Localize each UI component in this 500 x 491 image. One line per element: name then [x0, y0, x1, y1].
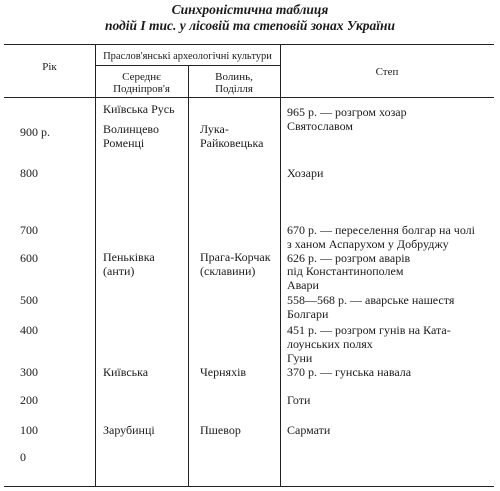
culture-praha-korchak-1: Прага-Корчак	[200, 250, 271, 264]
year-900: 900 р.	[20, 125, 50, 139]
culture-zarubyntsi: Зарубинці	[103, 423, 155, 437]
rule-header-bottom	[4, 97, 494, 98]
header-volhynia	[188, 71, 280, 95]
header-volhynia-line-1: Волинь,	[215, 71, 253, 83]
culture-kyivan-rus: Київська Русь	[103, 102, 175, 116]
year-700: 700	[20, 223, 38, 237]
steppe-sarmatians: Сармати	[287, 423, 331, 437]
table-title	[0, 2, 500, 34]
header-cultures: Праслов'янські археологічні культури	[103, 51, 272, 62]
steppe-avars: Авари	[287, 278, 319, 292]
header-steppe: Степ	[375, 66, 399, 78]
steppe-event-451-1: 451 р. — розгром гунів на Ката-	[287, 323, 451, 337]
steppe-khazars: Хозари	[287, 166, 324, 180]
title-line-2: подій I тис. у лісовій та степовій зонах України	[104, 18, 396, 33]
rule-cultures-sub	[95, 65, 280, 66]
header-year: Рік	[42, 61, 57, 73]
steppe-goths: Готи	[287, 393, 311, 407]
culture-praha-korchak-2: (склавини)	[200, 264, 256, 278]
steppe-event-626-2: під Константинополем	[287, 264, 404, 278]
steppe-event-670-2: з ханом Аспарухом у Добруджу	[287, 237, 449, 251]
culture-romentsi: Роменці	[103, 136, 145, 150]
culture-kyivska: Київська	[103, 365, 149, 379]
year-100: 100	[20, 423, 38, 437]
year-300: 300	[20, 365, 38, 379]
header-middle-line-2: Подніпров'я	[113, 83, 170, 95]
steppe-event-965-2: Святославом	[287, 119, 354, 133]
culture-penkivka: Пеньківка	[103, 250, 155, 264]
culture-anty: (анти)	[103, 264, 135, 278]
header-volhynia-line-2: Поділля	[215, 83, 253, 95]
rule-year-column	[95, 45, 96, 487]
header-middle-line-1: Середнє	[122, 71, 161, 83]
year-200: 200	[20, 393, 38, 407]
year-500: 500	[20, 293, 38, 307]
year-0: 0	[20, 450, 26, 464]
steppe-event-370: 370 р. — гунська навала	[287, 365, 412, 379]
culture-volyntsevo: Волинцево	[103, 122, 160, 136]
steppe-event-670-1: 670 р. — переселення болгар на чолі	[287, 223, 475, 237]
steppe-event-451-2: лоунських полях	[287, 337, 373, 351]
year-400: 400	[20, 323, 38, 337]
steppe-bulgars: Болгари	[287, 307, 329, 321]
year-800: 800	[20, 166, 38, 180]
steppe-event-558: 558—568 р. — аварське нашестя	[287, 293, 455, 307]
rule-middle-column	[188, 65, 189, 487]
culture-luka-raikovetska-1: Лука-	[200, 122, 229, 136]
year-600: 600	[20, 251, 38, 265]
culture-cherniakhiv: Черняхів	[200, 365, 247, 379]
culture-luka-raikovetska-2: Райковецька	[200, 136, 264, 150]
steppe-event-965-1: 965 р. — розгром хозар	[287, 105, 407, 119]
header-middle-dnieper	[95, 71, 188, 95]
title-line-1: Синхроністична таблиця	[171, 2, 329, 17]
culture-pshevor: Пшевор	[200, 423, 241, 437]
steppe-huns: Гуни	[287, 351, 313, 365]
rule-cultures-column	[280, 45, 281, 487]
steppe-event-626-1: 626 р. — розгром аварів	[287, 251, 411, 265]
